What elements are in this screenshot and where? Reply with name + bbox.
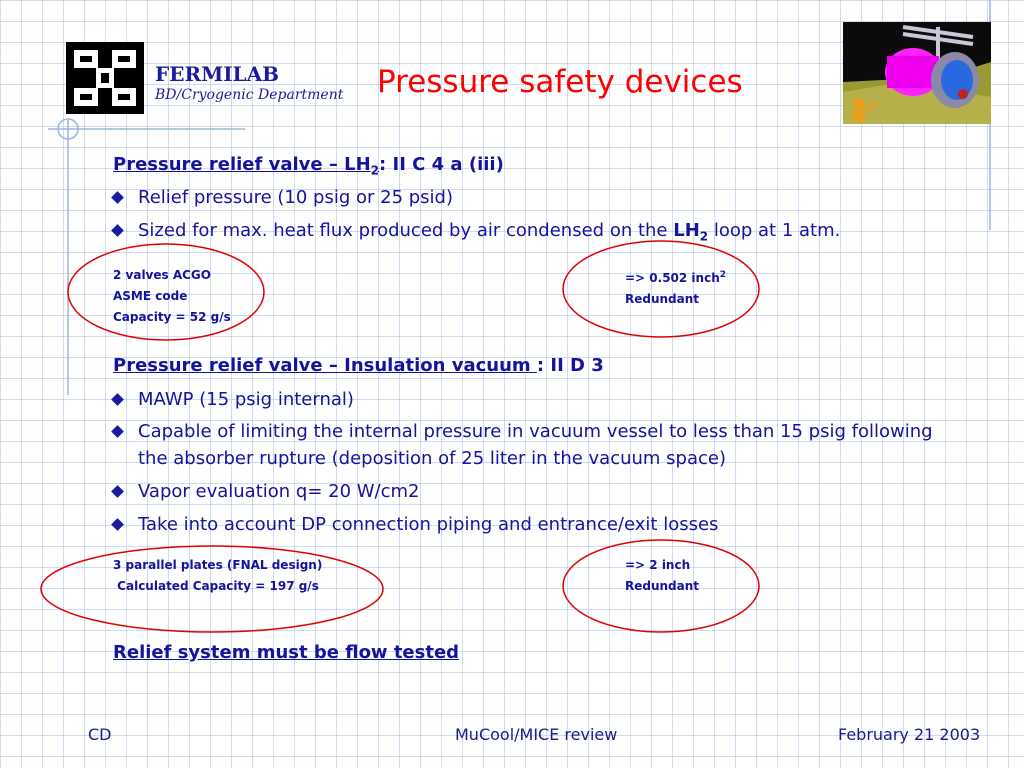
bullet-diamond-icon (111, 191, 124, 204)
section2-heading (113, 355, 604, 376)
footer-left: CD (88, 725, 112, 744)
bullet-diamond-icon (111, 224, 124, 237)
section1-heading (113, 154, 504, 178)
bullet-text: Take into account DP connection piping and entrance/exit losses (138, 514, 719, 535)
section1-bullet-1 (105, 184, 965, 211)
footer-right: February 21 2003 (838, 725, 981, 744)
bullet-text-bold: LH (673, 220, 700, 241)
section1-heading-sub: 2 (370, 163, 380, 178)
section1-heading-rest: : II C 4 a (iii) (379, 154, 504, 175)
note-line: Calculated Capacity = 197 g/s (113, 579, 319, 593)
bullet-text: Vapor evaluation q= 20 W/cm2 (138, 481, 420, 502)
footer-center: MuCool/MICE review (455, 725, 618, 744)
bullet-diamond-icon (111, 518, 124, 531)
page-title: Pressure safety devices (377, 64, 743, 100)
bullet-text (138, 217, 840, 251)
conclusion: Relief system must be flow tested (113, 642, 460, 663)
fermilab-logo (66, 42, 144, 114)
note-text: => 0.502 inch (625, 271, 720, 285)
section2-heading-main: Pressure relief valve – Insulation vacuum (113, 355, 537, 376)
section2-bullet-4 (105, 511, 965, 538)
bullet-text: MAWP (15 psig internal) (138, 389, 354, 410)
absorber-illustration (843, 22, 991, 124)
absorber-image (843, 22, 991, 124)
note-line: Redundant (625, 292, 700, 306)
note-sup: 2 (719, 270, 726, 280)
note-line (625, 265, 726, 289)
bullet-diamond-icon (111, 485, 124, 498)
fermilab-logo-icon (66, 42, 144, 114)
note-line: => 2 inch (625, 558, 691, 572)
section1-right-notes (625, 265, 726, 310)
section1-bullet-2 (105, 217, 985, 251)
note-line: Capacity = 52 g/s (113, 310, 231, 324)
section1-left-notes (113, 265, 231, 328)
section2-bullet-1 (105, 386, 965, 413)
logo-name: FERMILAB (155, 62, 280, 86)
note-line: 2 valves ACGO (113, 268, 211, 282)
bullet-text: Relief pressure (10 psig or 25 psid) (138, 187, 453, 208)
bullet-diamond-icon (111, 425, 124, 438)
bullet-diamond-icon (111, 393, 124, 406)
department-name: BD/Cryogenic Department (155, 87, 344, 103)
section2-bullet-3 (105, 478, 965, 505)
bullet-text-part: loop at 1 atm. (708, 220, 841, 241)
note-line: Redundant (625, 579, 700, 593)
section2-left-notes (113, 555, 322, 597)
bullet-text-part: Sized for max. heat flux produced by air condensed on the (138, 220, 674, 241)
note-line: 3 parallel plates (FNAL design) (113, 558, 323, 572)
section1-heading-main: Pressure relief valve – LH (113, 154, 371, 175)
section2-heading-rest: : II D 3 (536, 355, 604, 376)
note-line: ASME code (113, 289, 188, 303)
section2-right-notes (625, 555, 699, 597)
bullet-text: Capable of limiting the internal pressure in vacuum vessel to less than 15 psig following the absorber rupture (deposition of 25 liter in the vacuum space) (138, 421, 933, 469)
bullet-text-sub: 2 (699, 229, 709, 244)
section2-bullet-2 (105, 418, 935, 472)
